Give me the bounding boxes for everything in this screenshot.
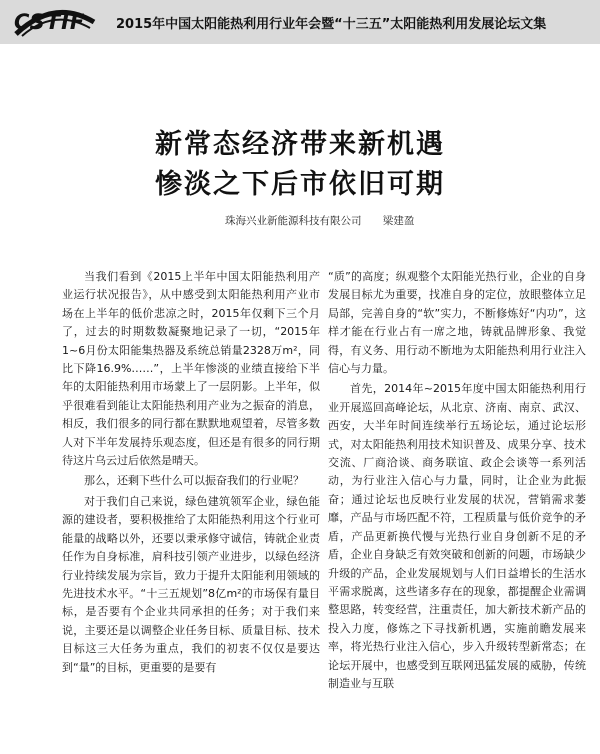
left-column: [62, 268, 320, 679]
paragraph: “质”的高度；纵观整个太阳能光热行业，企业的自身发展目标尤为重要，找准自身的定位，放眼整体立足局部，完善自身的“软”实力，不断修炼好“内功”，这样才能在行业占有一席之地，铸就品牌形象、我觉得，有义务、用行动不断地为太阳能热利用行业注入信心与力量。: [328, 270, 586, 376]
paragraph: 对于我们自己来说，绿色建筑领军企业，绿色能源的建设者，要积极推给了太阳能热利用这个行业可能量的战略以外，还要以秉承修守诚信，铸就企业责任作为自身标准，肩科技引领产业进步，以绿色经济行业持续发展为宗旨，致力于提升太阳能利用领域的先进技术水平。“十三五规划”8亿m²的市场保有量目标，是否要有个企业共同承担的任务；对于我们来说，主要还是以调整企业任务目标、质量目标、技术目标这三大任务为重点，我们的初衷不仅仅是要达到“量”的目标，更重要的是要有: [62, 494, 320, 674]
article-title-line-1: 新常态经济带来新机遇: [155, 129, 445, 160]
article-title-line-2: 惨淡之下后市依旧可期: [155, 169, 445, 200]
author-line: [225, 213, 585, 228]
logo-text: CSTIF: [14, 10, 86, 34]
paragraph: 那么，还剩下些什么可以振奋我们的行业呢？: [84, 474, 304, 488]
company-name: 珠海兴业新能源科技有限公司: [225, 215, 362, 227]
paragraph: 首先，2014年~2015年度中国太阳能热利用行业开展巡回高峰论坛，从北京、济南、南京、武汉、西安，大半年时间连续举行五场论坛，通过论坛形式，对太阳能热利用技术知识普及、成果分享、技术交流、厂商洽谈、商务联谊、政企会谈等一系列活动，为行业注入信心与力量，同时，让企业为此振奋；通过论坛也反映行业发展的状况，营销需求萎靡，产品与市场匹配不符，工程质量与低价竞争的矛盾，产品更新换代慢与光热行业自身创新不足的矛盾，企业自身缺乏有效突破和创新的问题，市场缺少升级的产品，企业发展规划与人们日益增长的生活水平需求脱离，这些诸多存在的现象，都提醒企业需调整思路，转变经营，注重责任，加大新技术新产品的投入力度，修炼之下寻找新机遇，实施前瞻发展来率，将光热行业注入信心，步入升级转型新常态；在论坛开展中，也感受到互联网迅猛发展的威胁，传统制造业与互联: [328, 382, 586, 690]
header-bar: [0, 0, 600, 44]
author-name: 梁建盈: [382, 215, 415, 227]
header-title: 2015年中国太阳能热利用行业年会暨“十三五”太阳能热利用发展论坛文集: [116, 17, 547, 32]
right-column: [328, 268, 586, 695]
paragraph: 当我们看到《2015上半年中国太阳能热利用产业运行状况报告》，从中感受到太阳能热利用产业市场在上半年的低价悲凉之时，2015年仅剩下三个月了，过去的时期数数凝聚地记录了一切，“2015年1~6月份太阳能集热器及系统总销量2328万m²，同比下降16.9%……”，上半年惨淡的业绩直接给下半年的太阳能热利用市场蒙上了一层阴影。上半年，似乎很难看到能让太阳能热利用产业为之振奋的消息，相反，我们很多的同行都在默默地观望着，尽管多数人对下半年发展持乐观态度，但还是有很多的同行期待这片乌云过后依然是晴天。: [62, 270, 320, 468]
